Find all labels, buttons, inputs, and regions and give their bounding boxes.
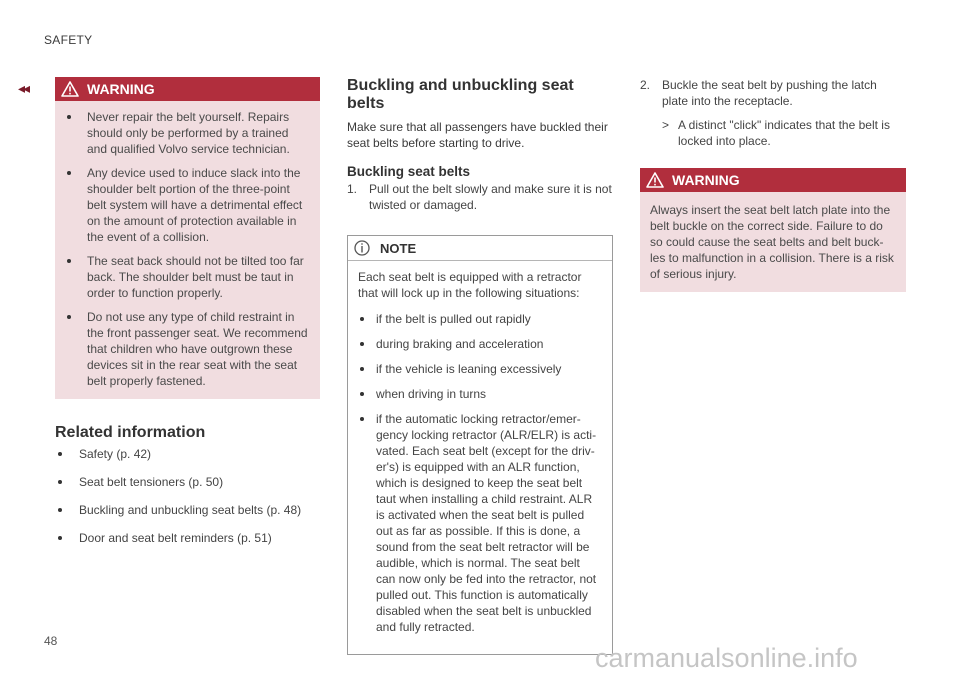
warning-bullet bbox=[75, 309, 310, 389]
note-bullet-text: if the vehicle is leaning excessively bbox=[376, 362, 562, 376]
back-marker-icon: ◂◂ bbox=[18, 80, 29, 96]
note-bullet-text: if the automatic locking retractor/emer-gency locking retractor (ALR/ELR) is acti-vated. Each seat belt (except for the driv-er's) is equipped with an ALR function, which is designed to keep the seat belt taut when installing a child restraint. ALR is activated when the seat belt is pulled out as far as possible. If this is done, a sound from the seat belt retractor will be audible, which is normal. The seat belt can now only be fed into the retractor, not pulled out. This function is automatically disabled when the seat belt is unbuckled and fully retracted. bbox=[376, 412, 597, 634]
warning-bullet-text: Do not use any type of child restraint in the front passenger seat. We recommend that children who have outgrown these devices sit in the rear seat with the seat belt properly fastened. bbox=[87, 310, 308, 388]
result-arrow-icon: > bbox=[662, 118, 670, 132]
warning-text: Always insert the seat belt latch plate into the belt buckle on the correct side. Failure to do so could cause the seat belts and belt buck-les to malfunction in a collision. There is a risk of serious injury. bbox=[650, 203, 894, 281]
bullet-icon bbox=[360, 317, 364, 321]
result-text: A distinct "click" indicates that the belt is locked into place. bbox=[678, 118, 890, 148]
note-bullet-text: when driving in turns bbox=[376, 387, 487, 401]
related-link-text[interactable]: Buckling and unbuckling seat belts (p. 48) bbox=[79, 503, 302, 517]
column-middle bbox=[347, 77, 613, 655]
note-intro: Each seat belt is equipped with a retractor that will lock up in the following situations: bbox=[358, 270, 582, 300]
note-bullet bbox=[358, 386, 602, 402]
warning-title: WARNING bbox=[672, 172, 740, 188]
warning-bullet-text: The seat back should not be tilted too far back. The shoulder belt must be taut in order to function properly. bbox=[87, 254, 304, 300]
bullet-icon bbox=[58, 508, 62, 512]
column-right bbox=[640, 77, 906, 292]
related-link-text[interactable]: Seat belt tensioners (p. 50) bbox=[79, 475, 224, 489]
column-left bbox=[55, 77, 320, 558]
related-link-reminders[interactable] bbox=[55, 530, 320, 546]
related-link-text[interactable]: Safety (p. 42) bbox=[79, 447, 152, 461]
note-bullet-text: if the belt is pulled out rapidly bbox=[376, 312, 531, 326]
warning-triangle-icon bbox=[61, 81, 79, 97]
note-body bbox=[348, 261, 612, 654]
note-bullet-text: during braking and acceleration bbox=[376, 337, 544, 351]
step-result bbox=[640, 117, 906, 149]
warning-triangle-icon bbox=[646, 172, 664, 188]
bullet-icon bbox=[360, 417, 364, 421]
related-link-safety[interactable] bbox=[55, 446, 320, 462]
bullet-icon bbox=[58, 480, 62, 484]
related-information bbox=[55, 424, 320, 546]
warning-bullet bbox=[75, 253, 310, 301]
bullet-icon bbox=[58, 452, 62, 456]
bullet-icon bbox=[58, 536, 62, 540]
note-bullet bbox=[358, 411, 602, 635]
step-number: 2. bbox=[640, 78, 651, 92]
note-bullet bbox=[358, 361, 602, 377]
warning-box-2 bbox=[640, 168, 906, 292]
warning-body bbox=[640, 192, 906, 292]
warning-bullet bbox=[75, 165, 310, 245]
warning-bullet-text: Never repair the belt yourself. Repairs should only be performed by a trained and qualified Volvo service technician. bbox=[87, 110, 290, 156]
warning-title: WARNING bbox=[87, 81, 155, 97]
note-bullet bbox=[358, 311, 602, 327]
warning-header bbox=[55, 77, 320, 101]
warning-body bbox=[55, 101, 320, 399]
related-link-buckling[interactable] bbox=[55, 502, 320, 518]
step-text: Buckle the seat belt by pushing the latch plate into the receptacle. bbox=[662, 78, 877, 108]
related-list bbox=[55, 446, 320, 546]
info-icon bbox=[354, 240, 370, 256]
bullet-icon bbox=[360, 392, 364, 396]
note-header bbox=[348, 236, 612, 261]
subsection-title: Buckling seat belts bbox=[347, 164, 471, 179]
bullet-icon bbox=[360, 367, 364, 371]
bullet-icon bbox=[67, 315, 71, 319]
step-text: Pull out the belt slowly and make sure it is not twisted or damaged. bbox=[369, 182, 612, 212]
section-title: Buckling and unbuckling seat belts bbox=[347, 77, 574, 112]
warning-bullet-text: Any device used to induce slack into the shoulder belt portion of the three-point belt system will have a detrimental effect on the amount of protection available in the event of a collision. bbox=[87, 166, 303, 244]
section-intro: Make sure that all passengers have buckled their seat belts before starting to drive. bbox=[347, 120, 608, 150]
note-title: NOTE bbox=[380, 240, 417, 256]
step-number: 1. bbox=[347, 182, 358, 196]
bullet-icon bbox=[67, 259, 71, 263]
watermark: carmanualsonline.info bbox=[595, 643, 858, 673]
step-2 bbox=[640, 77, 906, 109]
warning-header bbox=[640, 168, 906, 192]
step-1 bbox=[347, 181, 613, 213]
section-header: SAFETY bbox=[44, 33, 93, 47]
note-bullet bbox=[358, 336, 602, 352]
related-title: Related information bbox=[55, 424, 206, 441]
bullet-icon bbox=[67, 171, 71, 175]
note-box bbox=[347, 235, 613, 655]
related-link-text[interactable]: Door and seat belt reminders (p. 51) bbox=[79, 531, 272, 545]
warning-box-1 bbox=[55, 77, 320, 399]
related-link-tensioners[interactable] bbox=[55, 474, 320, 490]
page-number: 48 bbox=[44, 634, 58, 648]
bullet-icon bbox=[360, 342, 364, 346]
warning-bullet bbox=[75, 109, 310, 157]
bullet-icon bbox=[67, 115, 71, 119]
